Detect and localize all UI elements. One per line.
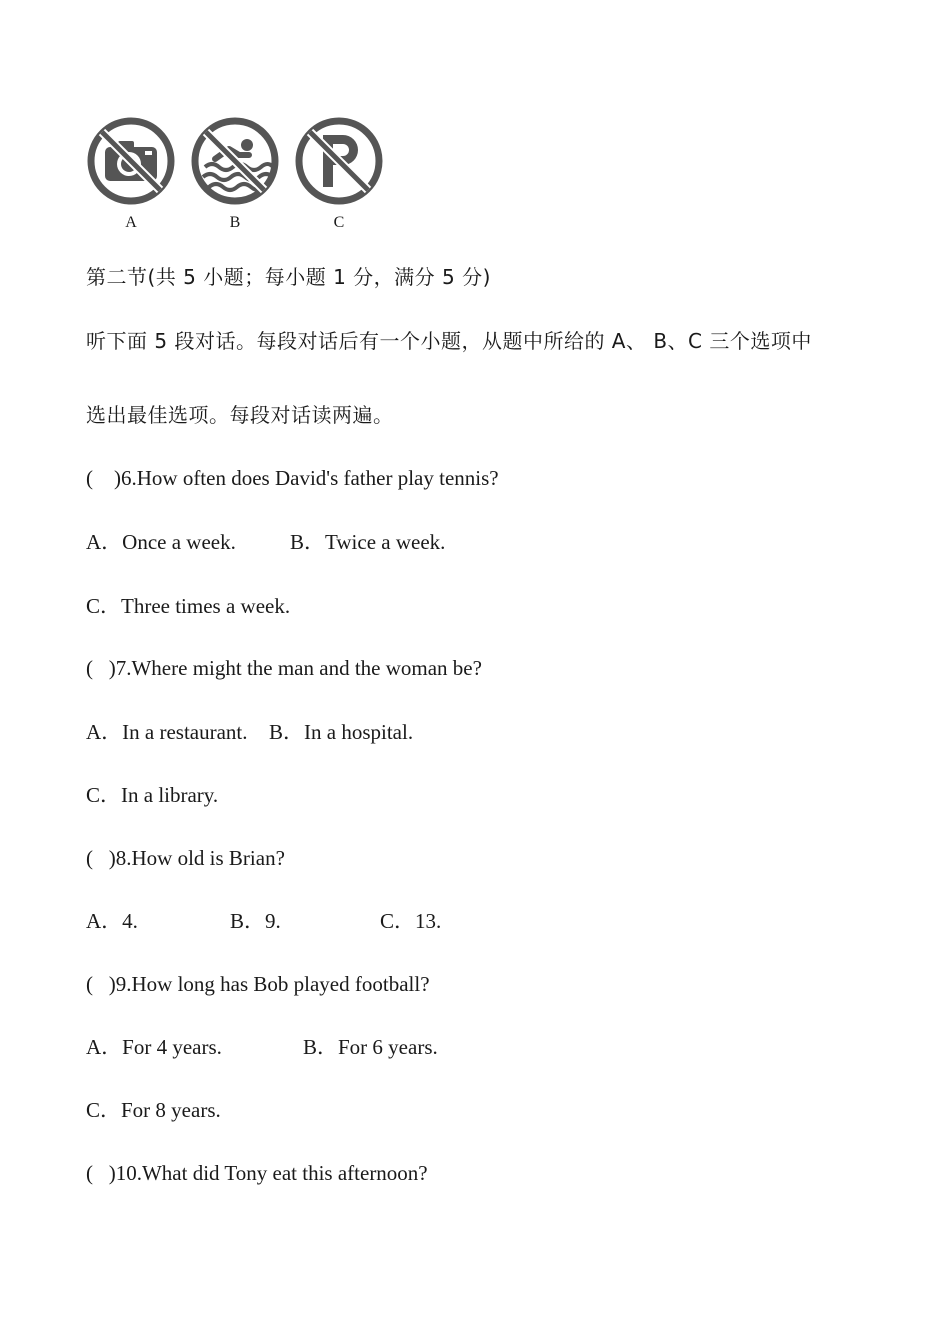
sign-label-c: C (333, 214, 345, 231)
question-8-option-b: B．9. (230, 909, 281, 933)
instruction-line-2: 选出最佳选项。每段对话读两遍。 (86, 403, 394, 427)
no-camera-icon (85, 115, 177, 207)
question-6-stem: ( )6.How often does David's father play tennis? (86, 466, 499, 490)
sign-label-b: B (229, 214, 241, 231)
question-6-option-a: A．Once a week. (86, 530, 236, 554)
question-7-option-c: C．In a library. (86, 783, 219, 807)
question-6-option-b: B．Twice a week. (290, 530, 446, 554)
sign-b (189, 115, 281, 231)
instruction-line-1: 听下面 5 段对话。每段对话后有一个小题，从题中所给的 A、 B、C 三个选项中 (86, 329, 812, 353)
sign-label-a: A (125, 214, 137, 231)
no-parking-icon (293, 115, 385, 207)
question-8-stem: ( )8.How old is Brian? (86, 846, 285, 870)
sign-c (293, 115, 385, 231)
question-10-stem: ( )10.What did Tony eat this afternoon? (86, 1161, 428, 1185)
question-7-stem: ( )7.Where might the man and the woman be? (86, 656, 482, 680)
no-swimming-icon (189, 115, 281, 207)
section-title: 第二节(共 5 小题；每小题 1 分，满分 5 分) (86, 265, 491, 289)
question-8-option-a: A．4. (86, 909, 138, 933)
question-6-option-c: C．Three times a week. (86, 594, 291, 618)
question-8-option-c: C．13. (380, 909, 442, 933)
question-9-option-a: A．For 4 years. (86, 1035, 222, 1059)
question-7-option-b: B．In a hospital. (269, 720, 414, 744)
question-9-option-c: C．For 8 years. (86, 1098, 221, 1122)
question-9-stem: ( )9.How long has Bob played football? (86, 972, 430, 996)
question-7-option-a: A．In a restaurant. (86, 720, 248, 744)
prohibition-signs (85, 115, 385, 235)
question-9-option-b: B．For 6 years. (303, 1035, 438, 1059)
sign-a (85, 115, 177, 231)
